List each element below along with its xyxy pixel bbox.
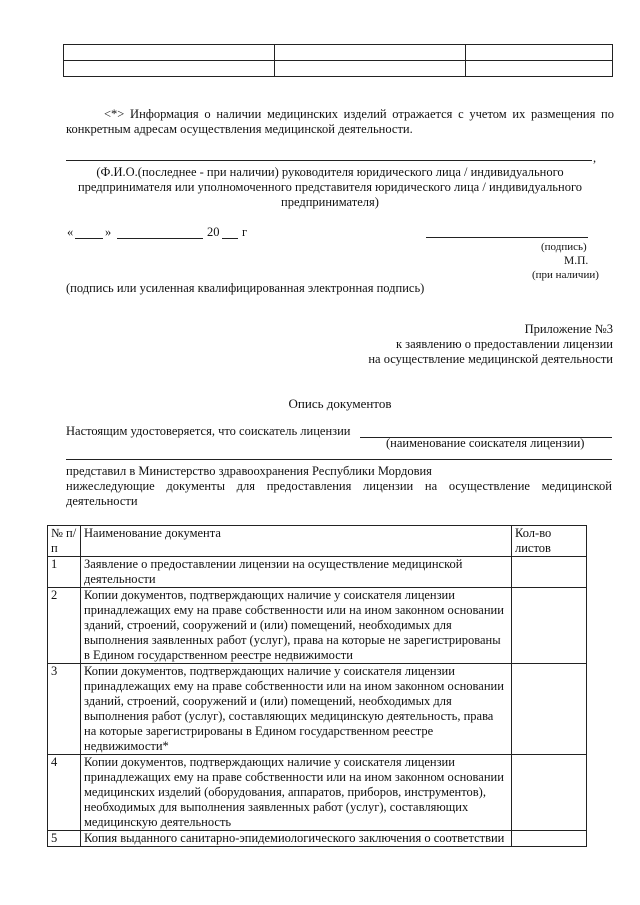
row-name: Копии документов, подтверждающих наличие у соискателя лицензии принадлежащих ему на праве собственности или на ином законном основании медицинских изделий (оборудования, аппаратов, приборов, инструментов), необходимых для выполнения заявленных работ (услуг), составляющих медицинскую деятельность xyxy=(81,755,512,831)
row-count xyxy=(512,664,587,755)
date-year-line xyxy=(222,238,238,239)
header-name: Наименование документа xyxy=(81,526,512,557)
top-table-cell xyxy=(64,61,275,77)
top-partial-table xyxy=(63,44,613,77)
row-num: 1 xyxy=(48,557,81,588)
row-name: Копия выданного санитарно-эпидемиологического заключения о соответствии xyxy=(81,831,512,847)
fio-signature-line xyxy=(66,160,592,161)
date-year-prefix: 20 xyxy=(207,225,220,239)
top-table-cell xyxy=(275,45,466,61)
applicant-name-line-2 xyxy=(66,459,612,460)
signature-caption: (подпись) xyxy=(541,241,587,253)
table-row xyxy=(48,664,587,755)
fio-trailing-comma: , xyxy=(593,151,597,165)
table-header-row xyxy=(48,526,587,557)
documents-table xyxy=(47,525,587,847)
certify-text: Настоящим удостоверяется, что соискатель лицензии xyxy=(66,424,351,438)
row-name: Заявление о предоставлении лицензии на осуществление медицинской деятельности xyxy=(81,557,512,588)
inventory-heading: Опись документов xyxy=(288,396,392,411)
appendix-title: Приложение №3 xyxy=(524,322,613,336)
row-count xyxy=(512,557,587,588)
date-open-quote: « xyxy=(67,225,74,239)
row-count xyxy=(512,588,587,664)
row-name: Копии документов, подтверждающих наличие у соискателя лицензии принадлежащих ему на праве собственности или на ином законном основании зданий, строений, сооружений и (или) помещений, необходимых для выполнения работ (услуг), составляющих медицинскую деятельность, права на которые зарегистрированы в Едином государственном реестре недвижимости* xyxy=(81,664,512,755)
date-close-quote: » xyxy=(105,225,112,239)
header-count: Кол-во листов xyxy=(512,526,587,557)
top-table-cell xyxy=(466,45,613,61)
table-row xyxy=(48,755,587,831)
date-year-suffix: г xyxy=(242,225,248,239)
header-num: № п/п xyxy=(48,526,81,557)
row-count xyxy=(512,831,587,847)
row-num: 5 xyxy=(48,831,81,847)
seal-note: (при наличии) xyxy=(532,269,599,281)
date-month-line xyxy=(117,238,203,239)
esign-caption: (подпись или усиленная квалифицированная электронная подпись) xyxy=(66,281,425,295)
table-row xyxy=(48,831,587,847)
date-day-line xyxy=(75,238,103,239)
top-table-cell xyxy=(466,61,613,77)
appendix-line-2: к заявлению о предоставлении лицензии xyxy=(395,337,613,351)
footnote-text: <*> Информация о наличии медицинских изделий отражается с учетом их размещения по конкретным адресам осуществления медицинской деятельности. xyxy=(66,107,614,136)
table-row xyxy=(48,557,587,588)
submitted-line: представил в Министерство здравоохранения Республики Мордовия xyxy=(66,464,432,478)
row-num: 2 xyxy=(48,588,81,664)
appendix-line-3: на осуществление медицинской деятельности xyxy=(368,352,613,366)
row-name: Копии документов, подтверждающих наличие у соискателя лицензии принадлежащих ему на праве собственности или на ином законном основании зданий, строений, сооружений и (или) помещений, необходимых для выполнения заявленных работ (услуг), права на которые не зарегистрированы в Едином государственном реестре недвижимости xyxy=(81,588,512,664)
top-table-cell xyxy=(275,61,466,77)
applicant-caption: (наименование соискателя лицензии) xyxy=(386,436,585,450)
following-line: нижеследующие документы для предоставления лицензии на осуществление медицинской деятельности xyxy=(66,479,612,508)
top-table-cell xyxy=(64,45,275,61)
row-num: 3 xyxy=(48,664,81,755)
seal-label: М.П. xyxy=(564,255,589,267)
table-row xyxy=(48,588,587,664)
fio-caption: (Ф.И.О.(последнее - при наличии) руководителя юридического лица / индивидуального предпринимателя или уполномоченного представителя юридического лица / индивидуального предпринимателя) xyxy=(77,165,583,209)
row-count xyxy=(512,755,587,831)
row-num: 4 xyxy=(48,755,81,831)
signature-line xyxy=(426,237,588,238)
